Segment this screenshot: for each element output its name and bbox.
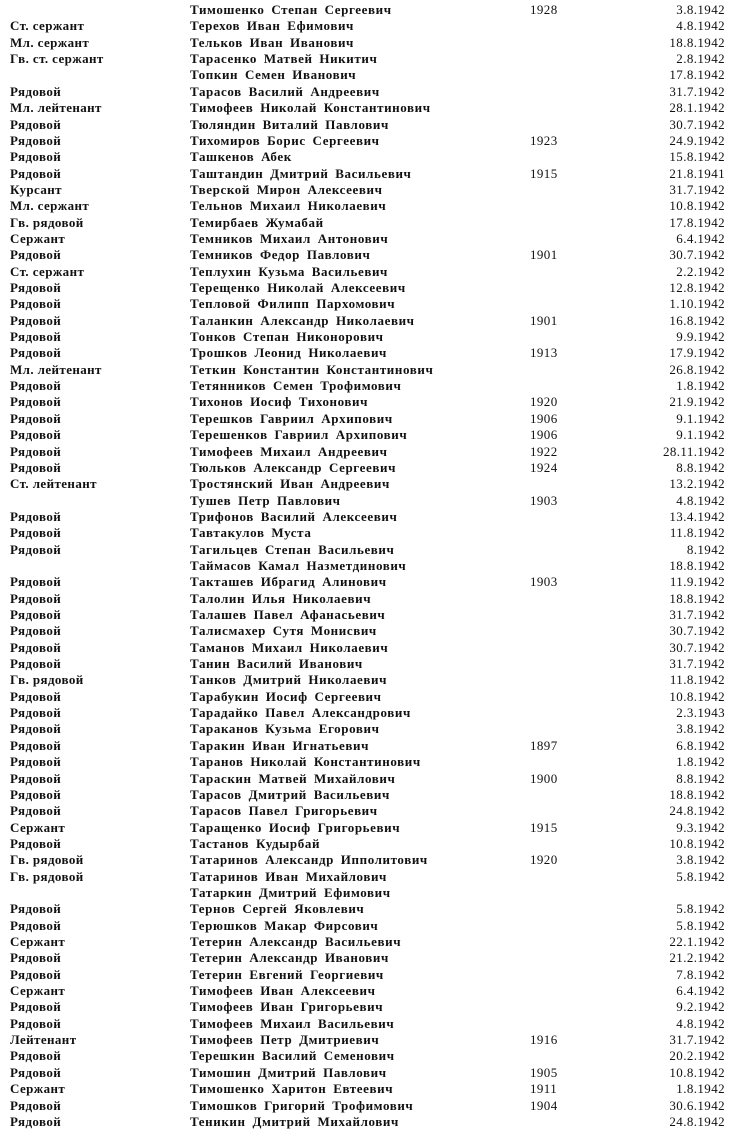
list-row: [0, 1114, 737, 1130]
rank-text: Рядовой: [10, 525, 62, 541]
list-row: [0, 558, 737, 574]
person-name: Тимофеев Николай Константинович: [190, 100, 431, 116]
list-row: [0, 133, 737, 149]
date-text: 10.8.1942: [669, 688, 725, 704]
list-row: [0, 869, 737, 885]
rank-text: Рядовой: [10, 1048, 62, 1064]
date-text: 11.9.1942: [669, 574, 725, 590]
list-row: [0, 493, 737, 509]
list-row: [0, 836, 737, 852]
rank-text: Сержант: [10, 230, 66, 246]
birth-year: 1916: [530, 1032, 558, 1048]
rank-text: Рядовой: [10, 345, 62, 361]
person-name: Танин Василий Иванович: [190, 656, 363, 671]
date-text: 3.8.1942: [676, 2, 725, 17]
person-name: Талолин Илья Николаевич: [190, 590, 372, 606]
person-name: Тимошенко Харитон Евтеевич: [190, 1081, 394, 1097]
date-text: 24.8.1942: [669, 803, 725, 819]
rank-text: Гв. ст. сержант: [10, 51, 104, 67]
list-row: [0, 885, 737, 901]
rank-text: Рядовой: [10, 835, 62, 851]
date-text: 31.7.1942: [669, 656, 725, 671]
person-name: Темников Михаил Антонович: [190, 230, 389, 246]
person-name: Тарадайко Павел Александрович: [190, 705, 411, 721]
date-text: 6.4.1942: [676, 983, 725, 998]
date-text: 5.8.1942: [676, 917, 725, 933]
rank-text: Рядовой: [10, 754, 62, 770]
list-row: [0, 689, 737, 705]
birth-year: 1924: [530, 459, 558, 475]
birth-year: 1915: [530, 819, 558, 835]
date-text: 10.8.1942: [669, 198, 725, 214]
person-name: Татаркин Дмитрий Ефимович: [190, 884, 391, 900]
person-name: Топкин Семен Иванович: [190, 67, 357, 83]
rank-text: Рядовой: [10, 280, 62, 295]
list-row: [0, 950, 737, 966]
list-row: [0, 967, 737, 983]
list-row: [0, 934, 737, 950]
rank-text: Мл. сержант: [10, 198, 90, 214]
date-text: 10.8.1942: [669, 835, 725, 851]
person-name: Терешков Гавриил Архипович: [190, 410, 393, 426]
person-name: Тельнов Михаил Николаевич: [190, 198, 387, 214]
date-text: 1.8.1942: [676, 1081, 725, 1097]
date-text: 30.6.1942: [669, 1097, 725, 1113]
date-text: 4.8.1942: [676, 492, 725, 508]
list-row: [0, 35, 737, 51]
person-name: Тепловой Филипп Пархомович: [190, 296, 396, 312]
list-row: [0, 1032, 737, 1048]
date-text: 9.9.1942: [676, 329, 725, 344]
list-row: [0, 803, 737, 819]
list-row: [0, 754, 737, 770]
person-name: Терюшков Макар Фирсович: [190, 917, 379, 933]
rank-text: Ст. лейтенант: [10, 476, 97, 492]
date-text: 4.8.1942: [676, 1015, 725, 1031]
birth-year: 1901: [530, 247, 558, 263]
rank-text: Рядовой: [10, 705, 62, 721]
date-text: 18.8.1942: [669, 786, 725, 802]
rank-text: Рядовой: [10, 247, 62, 263]
person-name: Талисмахер Сутя Монисвич: [190, 623, 377, 639]
rank-text: Рядовой: [10, 394, 62, 410]
date-text: 24.9.1942: [669, 132, 725, 148]
date-text: 28.1.1942: [669, 100, 725, 116]
list-row: [0, 444, 737, 460]
list-row: [0, 591, 737, 607]
rank-text: Рядовой: [10, 786, 62, 802]
date-text: 2.8.1942: [676, 51, 725, 67]
person-name: Тетянников Семен Трофимович: [190, 378, 402, 394]
person-name: Тушев Петр Павлович: [190, 492, 341, 508]
list-row: [0, 345, 737, 361]
person-name: Теплухин Кузьма Васильевич: [190, 263, 388, 279]
rank-text: Рядовой: [10, 459, 62, 475]
person-name: Таймасов Камал Назметдинович: [190, 557, 407, 573]
date-text: 8.8.1942: [676, 459, 725, 475]
rank-text: Мл. сержант: [10, 34, 90, 50]
date-text: 4.8.1942: [676, 18, 725, 34]
birth-year: 1903: [530, 492, 558, 508]
list-row: [0, 378, 737, 394]
person-name: Ташкенов Абек: [190, 149, 292, 165]
person-name: Тетерин Евгений Георгиевич: [190, 966, 384, 982]
person-name: Талашев Павел Афанасьевич: [190, 607, 386, 622]
rank-text: Сержант: [10, 819, 66, 835]
list-row: [0, 362, 737, 378]
person-name: Тетерин Александр Васильевич: [190, 934, 402, 949]
birth-year: 1913: [530, 345, 558, 361]
person-name: Тимофеев Иван Григорьевич: [190, 999, 384, 1015]
date-text: 9.1.1942: [676, 427, 725, 443]
list-row: [0, 231, 737, 247]
rank-text: Ст. сержант: [10, 18, 85, 34]
list-row: [0, 313, 737, 329]
date-text: 13.4.1942: [669, 508, 725, 524]
list-row: [0, 738, 737, 754]
birth-year: 1900: [530, 770, 558, 786]
person-name: Таланкин Александр Николаевич: [190, 312, 415, 328]
rank-text: Рядовой: [10, 590, 62, 606]
rank-text: Рядовой: [10, 132, 62, 148]
rank-text: Рядовой: [10, 116, 62, 132]
date-text: 1.10.1942: [669, 296, 725, 312]
person-name: Тарасов Дмитрий Васильевич: [190, 786, 390, 802]
birth-year: 1901: [530, 312, 558, 328]
date-text: 5.8.1942: [676, 901, 725, 917]
rank-text: Гв. рядовой: [10, 868, 84, 884]
date-text: 8.8.1942: [676, 770, 725, 786]
person-name: Татаринов Иван Михайлович: [190, 868, 387, 884]
list-row: [0, 705, 737, 721]
list-row: [0, 84, 737, 100]
birth-year: 1911: [530, 1081, 558, 1097]
list-row: [0, 1081, 737, 1097]
rank-text: Сержант: [10, 983, 66, 998]
date-text: 7.8.1942: [676, 966, 725, 982]
date-text: 11.8.1942: [669, 525, 725, 541]
birth-year: 1920: [530, 394, 558, 410]
list-row: [0, 901, 737, 917]
rank-text: Рядовой: [10, 1064, 62, 1080]
list-row: [0, 329, 737, 345]
list-row: [0, 280, 737, 296]
person-name: Тастанов Кудырбай: [190, 835, 321, 851]
person-name: Тараскин Матвей Михайлович: [190, 770, 396, 786]
person-name: Тверской Мирон Алексеевич: [190, 181, 383, 197]
rank-text: Рядовой: [10, 427, 62, 443]
list-row: [0, 509, 737, 525]
date-text: 30.7.1942: [669, 623, 725, 639]
person-name: Тагильцев Степан Васильевич: [190, 541, 395, 557]
list-row: [0, 198, 737, 214]
rank-text: Рядовой: [10, 443, 62, 459]
date-text: 9.2.1942: [676, 999, 725, 1015]
rank-text: Рядовой: [10, 901, 62, 917]
person-name: Тарасов Василий Андреевич: [190, 83, 380, 99]
person-name: Таранов Николай Константинович: [190, 754, 421, 770]
date-text: 9.1.1942: [676, 410, 725, 426]
date-text: 21.2.1942: [669, 950, 725, 966]
rank-text: Рядовой: [10, 574, 62, 590]
date-text: 18.8.1942: [669, 557, 725, 573]
person-name: Тихомиров Борис Сергеевич: [190, 132, 380, 148]
list-row: [0, 51, 737, 67]
date-text: 17.9.1942: [669, 345, 725, 361]
date-text: 6.8.1942: [676, 737, 725, 753]
person-name: Тимофеев Михаил Андреевич: [190, 443, 388, 459]
birth-year: 1897: [530, 737, 558, 753]
birth-year: 1920: [530, 852, 558, 868]
rank-text: Рядовой: [10, 803, 62, 819]
date-text: 31.7.1942: [669, 607, 725, 622]
rank-text: Рядовой: [10, 296, 62, 312]
list-row: [0, 2, 737, 18]
date-text: 15.8.1942: [669, 149, 725, 165]
list-row: [0, 117, 737, 133]
list-row: [0, 640, 737, 656]
list-row: [0, 67, 737, 83]
birth-year: 1906: [530, 410, 558, 426]
rank-text: Рядовой: [10, 999, 62, 1015]
person-name: Тельков Иван Иванович: [190, 34, 354, 50]
person-name: Трифонов Василий Алексеевич: [190, 508, 398, 524]
person-name: Тарабукин Иосиф Сергеевич: [190, 688, 382, 704]
list-row: [0, 247, 737, 263]
person-name: Терещенко Николай Алексеевич: [190, 280, 406, 295]
person-name: Таманов Михаил Николаевич: [190, 639, 389, 655]
birth-year: 1906: [530, 427, 558, 443]
list-row: [0, 820, 737, 836]
date-text: 22.1.1942: [669, 934, 725, 949]
date-text: 31.7.1942: [669, 181, 725, 197]
person-name: Таштандин Дмитрий Васильевич: [190, 165, 412, 181]
person-name: Таращенко Иосиф Григорьевич: [190, 819, 401, 835]
rank-text: Сержант: [10, 934, 66, 949]
date-text: 17.8.1942: [669, 67, 725, 83]
list-row: [0, 182, 737, 198]
list-row: [0, 427, 737, 443]
rank-text: Рядовой: [10, 917, 62, 933]
date-text: 3.8.1942: [676, 721, 725, 737]
date-text: 5.8.1942: [676, 868, 725, 884]
birth-year: 1922: [530, 443, 558, 459]
rank-text: Сержант: [10, 1081, 66, 1097]
list-row: [0, 264, 737, 280]
person-name: Таракин Иван Игнатьевич: [190, 737, 370, 753]
person-name: Тернов Сергей Яковлевич: [190, 901, 365, 917]
date-text: 30.7.1942: [669, 247, 725, 263]
person-name: Тараканов Кузьма Егорович: [190, 721, 380, 737]
list-row: [0, 460, 737, 476]
rank-text: Рядовой: [10, 721, 62, 737]
list-row: [0, 1016, 737, 1032]
list-row: [0, 721, 737, 737]
date-text: 21.9.1942: [669, 394, 725, 410]
person-name: Теткин Константин Константинович: [190, 361, 434, 377]
list-row: [0, 1065, 737, 1081]
list-row: [0, 149, 737, 165]
rank-text: Рядовой: [10, 1015, 62, 1031]
date-text: 30.7.1942: [669, 116, 725, 132]
rank-text: Гв. рядовой: [10, 852, 84, 868]
rank-text: Рядовой: [10, 508, 62, 524]
person-name: Тимофеев Михаил Васильевич: [190, 1015, 395, 1031]
date-text: 8.1942: [686, 541, 725, 557]
list-row: [0, 476, 737, 492]
person-name: Терешкин Василий Семенович: [190, 1048, 395, 1064]
date-text: 1.8.1942: [676, 754, 725, 770]
rank-text: Ст. сержант: [10, 263, 85, 279]
rank-text: Рядовой: [10, 966, 62, 982]
date-text: 31.7.1942: [669, 1032, 725, 1048]
list-row: [0, 100, 737, 116]
rank-text: Рядовой: [10, 688, 62, 704]
birth-year: 1905: [530, 1064, 558, 1080]
list-row: [0, 983, 737, 999]
rank-text: Лейтенант: [10, 1032, 77, 1048]
list-row: [0, 525, 737, 541]
person-name: Тарасов Павел Григорьевич: [190, 803, 378, 819]
list-row: [0, 166, 737, 182]
person-name: Тимошенко Степан Сергеевич: [190, 2, 392, 17]
birth-year: 1915: [530, 165, 558, 181]
date-text: 1.8.1942: [676, 378, 725, 394]
rank-text: Рядовой: [10, 656, 62, 671]
person-name: Тимошков Григорий Трофимович: [190, 1097, 414, 1113]
date-text: 13.2.1942: [669, 476, 725, 492]
list-row: [0, 574, 737, 590]
date-text: 20.2.1942: [669, 1048, 725, 1064]
list-row: [0, 394, 737, 410]
person-name: Тимофеев Петр Дмитриевич: [190, 1032, 380, 1048]
person-name: Тростянский Иван Андреевич: [190, 476, 390, 492]
date-text: 21.8.1941: [669, 165, 725, 181]
person-name: Тимофеев Иван Алексеевич: [190, 983, 376, 998]
date-text: 3.8.1942: [676, 852, 725, 868]
rank-text: Мл. лейтенант: [10, 361, 102, 377]
person-name: Такташев Ибрагид Алинович: [190, 574, 387, 590]
person-name: Тюльков Александр Сергеевич: [190, 459, 397, 475]
rank-text: Рядовой: [10, 165, 62, 181]
rank-text: Мл. лейтенант: [10, 100, 102, 116]
date-text: 12.8.1942: [669, 280, 725, 295]
list-row: [0, 215, 737, 231]
date-text: 31.7.1942: [669, 83, 725, 99]
person-name: Тюляндин Виталий Павлович: [190, 116, 389, 132]
list-row: [0, 771, 737, 787]
birth-year: 1928: [530, 2, 558, 17]
rank-text: Рядовой: [10, 83, 62, 99]
person-name: Тимошин Дмитрий Павлович: [190, 1064, 387, 1080]
rank-text: Рядовой: [10, 623, 62, 639]
person-name: Тавтакулов Муста: [190, 525, 312, 541]
list-row: [0, 656, 737, 672]
date-text: 10.8.1942: [669, 1064, 725, 1080]
list-row: [0, 411, 737, 427]
birth-year: 1904: [530, 1097, 558, 1113]
person-name: Темирбаев Жумабай: [190, 214, 324, 230]
rank-text: Рядовой: [10, 410, 62, 426]
list-row: [0, 999, 737, 1015]
person-name: Татаринов Александр Ипполитович: [190, 852, 428, 868]
date-text: 30.7.1942: [669, 639, 725, 655]
list-row: [0, 607, 737, 623]
list-row: [0, 852, 737, 868]
date-text: 11.8.1942: [669, 672, 725, 688]
person-name: Трошков Леонид Николаевич: [190, 345, 387, 361]
person-name: Танков Дмитрий Николаевич: [190, 672, 388, 688]
rank-text: Рядовой: [10, 639, 62, 655]
rank-text: Гв. рядовой: [10, 214, 84, 230]
rank-text: Курсант: [10, 181, 62, 197]
person-name: Темников Федор Павлович: [190, 247, 371, 263]
list-row: [0, 1098, 737, 1114]
rank-text: Рядовой: [10, 607, 62, 622]
rank-text: Рядовой: [10, 1097, 62, 1113]
date-text: 18.8.1942: [669, 590, 725, 606]
date-text: 16.8.1942: [669, 312, 725, 328]
date-text: 18.8.1942: [669, 34, 725, 50]
person-name: Теникин Дмитрий Михайлович: [190, 1113, 399, 1129]
person-name: Терехов Иван Ефимович: [190, 18, 354, 34]
date-text: 17.8.1942: [669, 214, 725, 230]
rank-text: Рядовой: [10, 950, 62, 966]
birth-year: 1903: [530, 574, 558, 590]
list-row: [0, 918, 737, 934]
list-row: [0, 542, 737, 558]
date-text: 24.8.1942: [669, 1113, 725, 1129]
person-name: Тетерин Александр Иванович: [190, 950, 389, 966]
list-row: [0, 623, 737, 639]
person-name: Тихонов Иосиф Тихонович: [190, 394, 369, 410]
list-row: [0, 787, 737, 803]
rank-text: Рядовой: [10, 737, 62, 753]
date-text: 2.2.1942: [676, 263, 725, 279]
date-text: 2.3.1943: [676, 705, 725, 721]
rank-text: Гв. рядовой: [10, 672, 84, 688]
birth-year: 1923: [530, 132, 558, 148]
date-text: 26.8.1942: [669, 361, 725, 377]
person-name: Тонков Степан Никонорович: [190, 329, 384, 344]
date-text: 6.4.1942: [676, 230, 725, 246]
rank-text: Рядовой: [10, 149, 62, 165]
rank-text: Рядовой: [10, 1113, 62, 1129]
rank-text: Рядовой: [10, 312, 62, 328]
rank-text: Рядовой: [10, 329, 62, 344]
date-text: 9.3.1942: [676, 819, 725, 835]
rank-text: Рядовой: [10, 541, 62, 557]
date-text: 28.11.1942: [662, 443, 725, 459]
list-row: [0, 18, 737, 34]
rank-text: Рядовой: [10, 378, 62, 394]
rank-text: Рядовой: [10, 770, 62, 786]
person-name: Тарасенко Матвей Никитич: [190, 51, 378, 67]
list-row: [0, 296, 737, 312]
list-row: [0, 672, 737, 688]
person-name: Терешенков Гавриил Архипович: [190, 427, 408, 443]
list-row: [0, 1048, 737, 1064]
